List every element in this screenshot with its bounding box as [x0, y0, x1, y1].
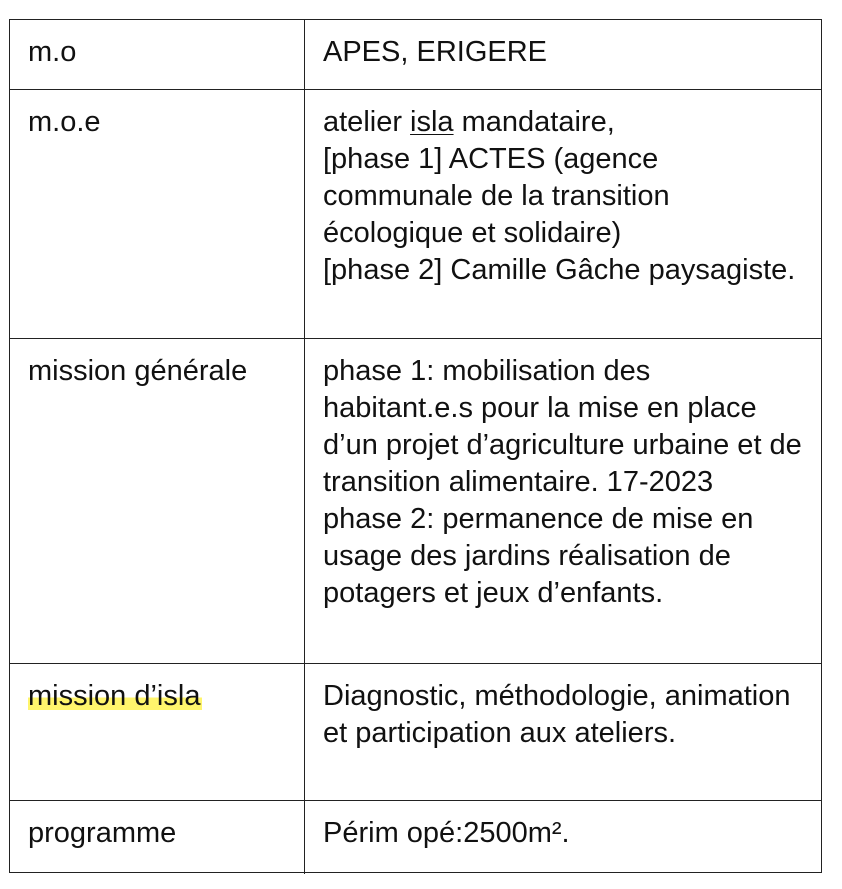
row-value: Périm opé:2500m². [323, 817, 570, 849]
row-label: mission générale [10, 339, 305, 663]
row-label: programme [10, 801, 305, 874]
table-row [10, 20, 821, 89]
row-label: m.o.e [10, 90, 305, 338]
highlighted-label: mission d’isla [28, 680, 201, 712]
table-row [10, 89, 821, 338]
row-label [10, 664, 305, 800]
row-value: APES, ERIGERE [323, 36, 548, 68]
project-info-table [9, 19, 822, 873]
row-value: phase 1: mobilisation des habitant.e.s pour la mise en place d’un projet d’agriculture urbaine et de transition alimentaire. 17-2023 phase 2: permanence de mise en usage des jardins réalisation de potagers et jeux d’enfants. [323, 355, 802, 609]
table-row [10, 338, 821, 663]
row-value: Diagnostic, méthodologie, animation et participation aux ateliers. [323, 680, 791, 749]
isla-name-underlined: isla [410, 106, 454, 138]
row-value [305, 90, 821, 338]
table-row [10, 800, 821, 874]
value-suffix: mandataire, [phase 1] ACTES (agence communale de la transition écologique et solidaire) [phase 2] Camille Gâche paysagiste. [323, 106, 796, 286]
value-prefix: atelier [323, 106, 411, 138]
table-row [10, 663, 821, 800]
row-label: m.o [10, 20, 305, 89]
